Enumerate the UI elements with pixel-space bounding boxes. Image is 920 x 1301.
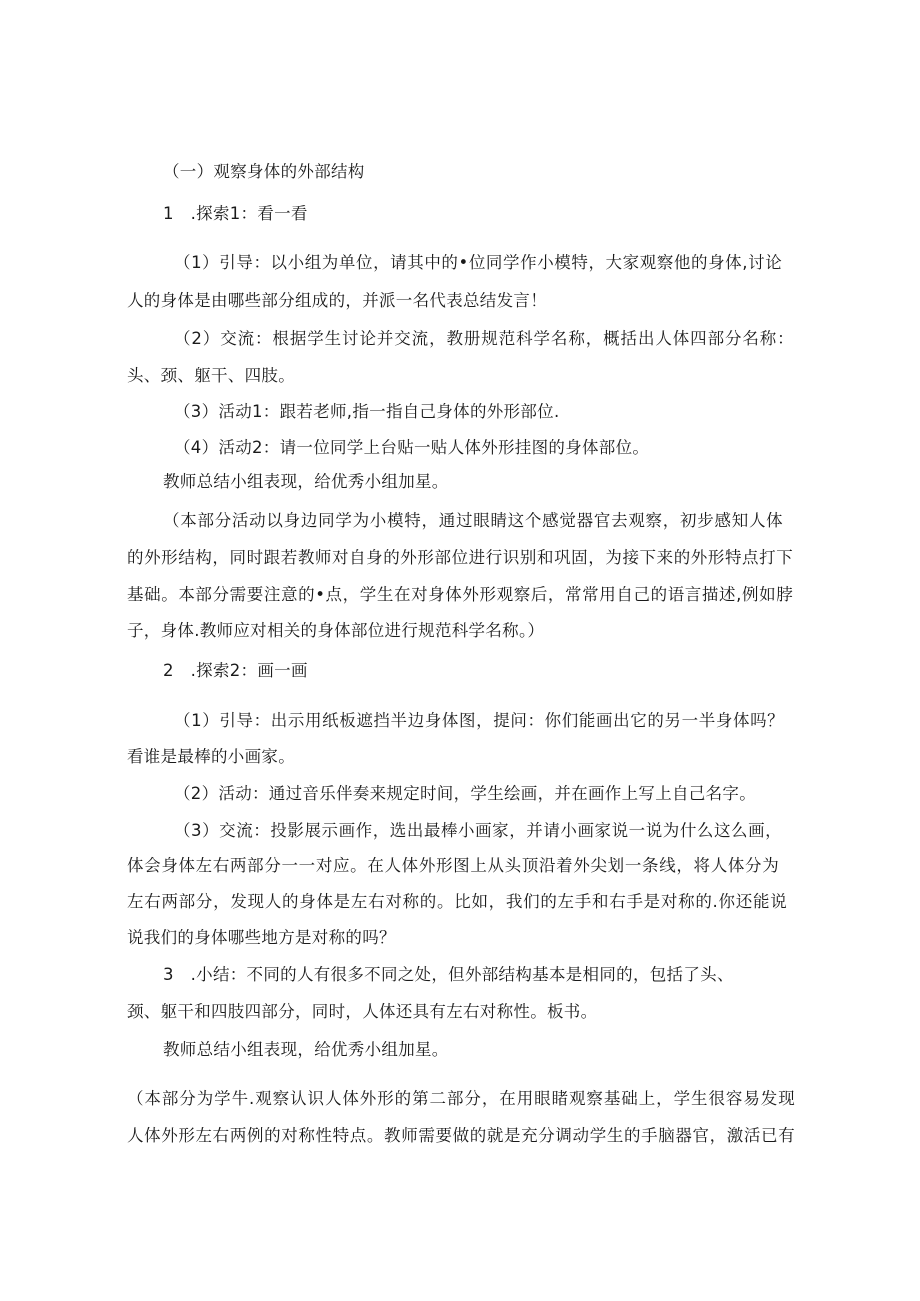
explore1-note-line-2: 的外形结构，同时跟若教师对自身的外形部位进行识别和巩固，为接下来的外形特点打下 (127, 548, 793, 567)
explore1-note-line-1: （本部分活动以身边同学为小模特，通过眼睛这个感觉器官去观察，初步感知人体 (163, 511, 783, 530)
explore2-guide-line-2: 看谁是最棒的小画家。 (127, 747, 295, 766)
section-heading: （一）观察身体的外部结构 (163, 162, 365, 181)
explore2-exchange-line-4: 说我们的身体哪些地方是对称的吗？ (127, 928, 396, 947)
explore2-exchange-line-1: （3）交流：投影展示画作，选出最棒小画家，并请小画家说一说为什么这么画， (174, 821, 782, 840)
conclusion-summary: 教师总结小组表现，给优秀小组加星。 (163, 1040, 449, 1059)
explore2-exchange-line-3: 左右两部分，发现人的身体是左右对称的。比如，我们的左手和右手是对称的.你还能说 (127, 892, 787, 911)
explore2-guide-line-1: （1）引导：出示用纸板遮挡半边身体图，提问：你们能画出它的另一半身体吗？ (174, 711, 784, 730)
explore1-heading: 1 .探索1：看一看 (163, 204, 308, 223)
explore1-exchange-line-2: 头、颈、躯干、四肢。 (127, 366, 295, 385)
conclusion-line-1: 3 .小结：不同的人有很多不同之处，但外部结构基本是相同的，包括了头、 (163, 965, 734, 984)
explore1-note-line-4: 子，身体.教师应对相关的身体部位进行规范科学名称。） (127, 621, 545, 640)
explore1-activity2: （4）活动2：请一位同学上台贴一贴人体外形挂图的身体部位。 (174, 438, 650, 457)
explore2-activity: （2）活动：通过音乐伴奏来规定时间，学生绘画，并在画作上写上自己名字。 (174, 784, 756, 803)
explore1-activity1: （3）活动1：跟若老师,指一指自己身体的外形部位. (174, 402, 560, 421)
explore1-summary: 教师总结小组表现，给优秀小组加星。 (163, 472, 449, 491)
explore2-heading: 2 .探索2：画一画 (163, 661, 308, 680)
explore2-exchange-line-2: 体会身体左右两部分一一对应。在人体外形图上从头顶沿着外尖划一条线，将人体分为 (127, 856, 779, 875)
explore1-note-line-3: 基础。本部分需要注意的•点，学生在对身体外形观察后，常常用自己的语言描述,例如脖 (127, 585, 793, 604)
final-note-line-2: 人体外形左右两例的对称性特点。教师需要做的就是充分调动学生的手脑器官，激活已有 (127, 1126, 795, 1145)
explore1-guide-line-1: （1）引导：以小组为单位，请其中的•位同学作小模特，大家观察他的身体,讨论 (174, 253, 782, 272)
explore1-guide-line-2: 人的身体是由哪些部分组成的，并派一名代表总结发言！ (127, 291, 547, 310)
conclusion-line-2: 颈、躯干和四肢四部分，同时，人体还具有左右对称性。板书。 (127, 1002, 598, 1021)
explore1-exchange-line-1: （2）交流：根据学生讨论并交流，教册规范科学名称，概括出人体四部分名称： (174, 329, 794, 348)
final-note-line-1: （本部分为学牛.观察认识人体外形的第二部分，在用眼睹观察基础上，学生很容易发现 (127, 1089, 795, 1108)
